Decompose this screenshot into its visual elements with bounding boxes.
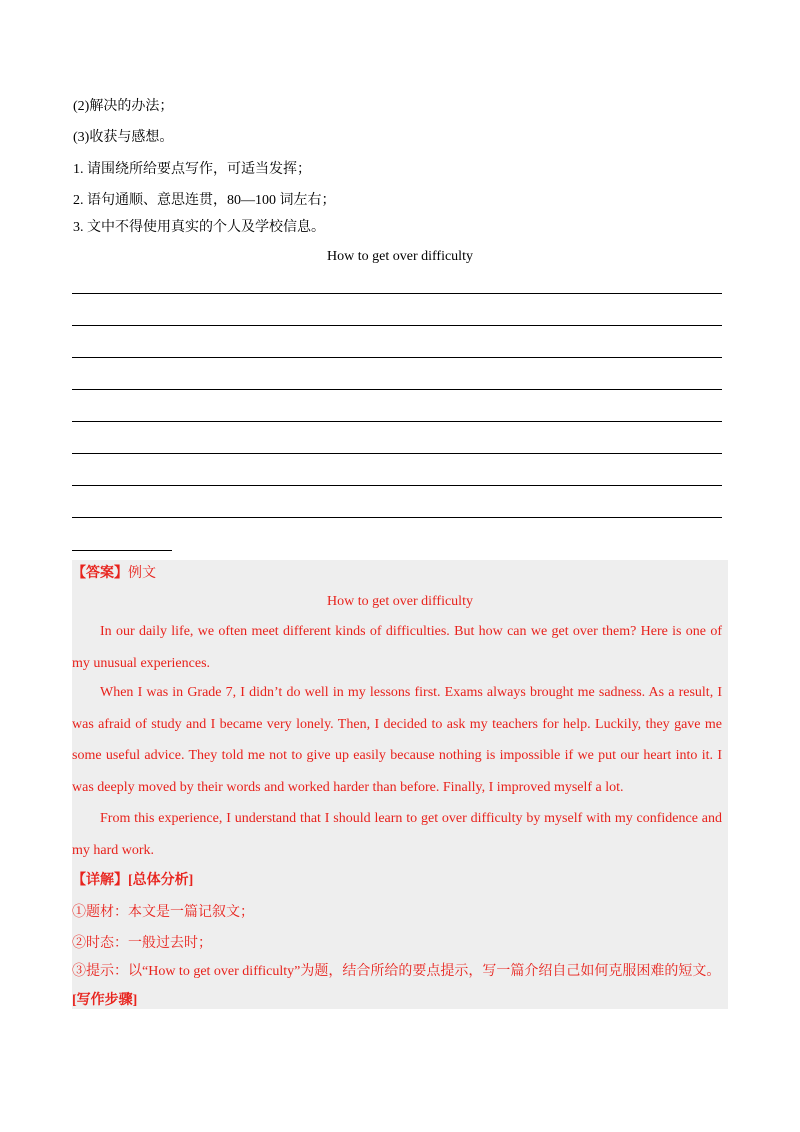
writing-line	[72, 357, 722, 358]
writing-line	[72, 517, 722, 518]
writing-line	[72, 485, 722, 486]
writing-note-3: 3. 文中不得使用真实的个人及学校信息。	[73, 220, 325, 235]
analysis-item-3: ③提示：以“How to get over difficulty”为题，结合所给的要点提示，写一篇介绍自己如何克服困难的短文。	[72, 964, 721, 979]
writing-note-2: 2. 语句通顺、意思连贯，80—100 词左右；	[73, 193, 336, 208]
writing-line	[72, 453, 722, 454]
analysis-label: 【详解】	[72, 873, 128, 888]
writing-line	[72, 389, 722, 390]
analysis-label-line	[72, 872, 193, 890]
writing-title: How to get over difficulty	[327, 249, 473, 264]
answer-label-suffix: 例文	[128, 566, 156, 581]
analysis-item-2: ②时态：一般过去时；	[72, 936, 212, 951]
answer-title: How to get over difficulty	[327, 594, 473, 609]
analysis-heading: [总体分析]	[128, 873, 194, 888]
separator-rule	[72, 550, 172, 551]
writing-line	[72, 421, 722, 422]
writing-line	[72, 293, 722, 294]
answer-label-line	[72, 565, 156, 583]
writing-line	[72, 325, 722, 326]
answer-paragraph-3: From this experience, I understand that I should learn to get over difficulty by myself with my confidence and my hard work.	[72, 811, 722, 858]
analysis-item-1: ①题材：本文是一篇记叙文；	[72, 905, 254, 920]
requirement-point-3: (3)收获与感想。	[73, 130, 174, 145]
requirement-point-2: (2)解决的办法；	[73, 99, 174, 114]
answer-label: 【答案】	[72, 566, 128, 581]
writing-steps-heading: [写作步骤]	[72, 993, 138, 1008]
answer-paragraph-2: When I was in Grade 7, I didn’t do well in my lessons first. Exams always brought me sadness. As a result, I was afraid of study and I became very lonely. Then, I decided to ask my teachers for help. Luckily, they gave me some useful advice. They told me not to give up easily because nothing is impossible if we put our heart into it. I was deeply moved by their words and worked harder than before. Finally, I improved myself a lot.	[72, 685, 722, 795]
writing-note-1: 1. 请围绕所给要点写作，可适当发挥；	[73, 162, 311, 177]
answer-paragraph-1: In our daily life, we often meet different kinds of difficulties. But how can we get over them? Here is one of my unusual experiences.	[72, 624, 722, 671]
